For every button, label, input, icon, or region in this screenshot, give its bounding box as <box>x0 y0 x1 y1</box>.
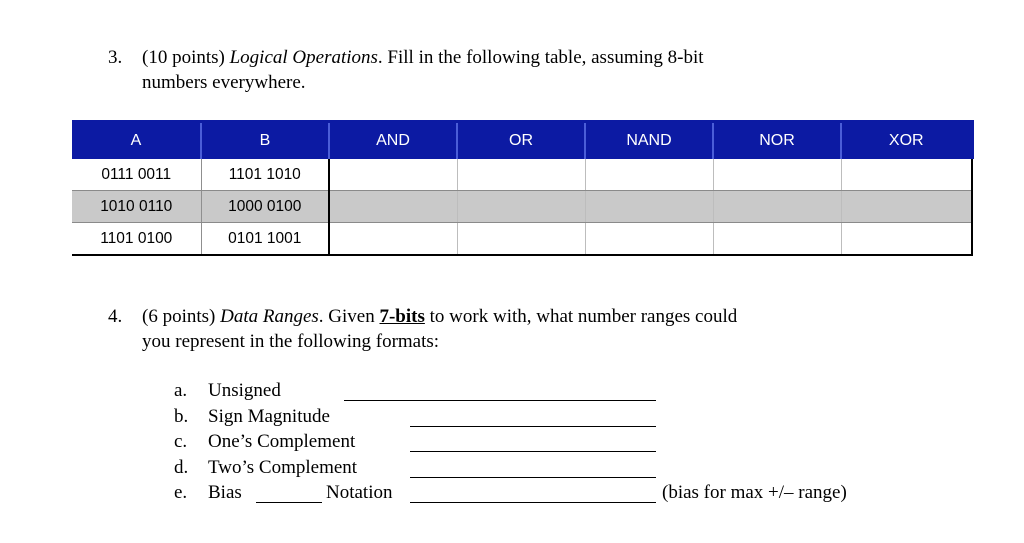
question-text-after: to work with, what number ranges could <box>424 306 738 327</box>
cell-nor[interactable] <box>713 223 841 256</box>
header-or: OR <box>457 122 585 160</box>
header-nand: NAND <box>585 122 713 160</box>
cell-xor[interactable] <box>841 223 972 256</box>
question-4 <box>108 304 868 356</box>
cell-nand[interactable] <box>585 159 713 191</box>
table-row <box>72 159 972 191</box>
cell-xor[interactable] <box>841 159 972 191</box>
item-letter: c. <box>174 431 188 452</box>
cell-a: 0111 0011 <box>72 159 201 191</box>
bias-value-blank[interactable] <box>256 502 322 503</box>
question-text-before: . Given <box>318 306 380 327</box>
question-line2: you represent in the following formats: <box>142 331 440 352</box>
item-letter: e. <box>174 482 188 503</box>
question-number: 4. <box>108 306 123 327</box>
question-title: Data Ranges <box>220 306 319 327</box>
header-xor: XOR <box>841 122 972 160</box>
cell-or[interactable] <box>457 223 585 256</box>
header-nor: NOR <box>713 122 841 160</box>
bits-emphasis: 7-bits <box>379 306 425 327</box>
cell-nand[interactable] <box>585 191 713 223</box>
cell-and[interactable] <box>329 159 457 191</box>
cell-nand[interactable] <box>585 223 713 256</box>
item-letter: b. <box>174 405 189 427</box>
item-label: Sign Magnitude <box>208 405 330 427</box>
question-instruction: . Fill in the following table, assuming 8-bit <box>377 47 704 68</box>
item-label: Unsigned <box>208 380 281 401</box>
question-instruction-line2: numbers everywhere. <box>142 72 306 93</box>
cell-and[interactable] <box>329 191 457 223</box>
table-row <box>72 223 972 256</box>
answer-blank-twos-complement[interactable] <box>410 477 656 478</box>
table-row <box>72 191 972 223</box>
answer-blank-sign-magnitude[interactable] <box>410 426 656 427</box>
cell-b: 0101 1001 <box>201 223 329 256</box>
cell-nor[interactable] <box>713 191 841 223</box>
item-label: Two’s Complement <box>208 456 358 478</box>
table-header-row <box>72 122 972 160</box>
cell-and[interactable] <box>329 223 457 256</box>
question-text <box>142 45 704 95</box>
question-points: (6 points) <box>142 306 216 327</box>
cell-or[interactable] <box>457 191 585 223</box>
logical-operations-table <box>72 120 974 256</box>
header-b: B <box>201 122 329 160</box>
cell-nor[interactable] <box>713 159 841 191</box>
item-letter: d. <box>174 456 189 478</box>
item-label: One’s Complement <box>208 431 356 452</box>
item-letter: a. <box>174 380 188 401</box>
cell-or[interactable] <box>457 159 585 191</box>
item-label-notation: Notation <box>326 482 393 503</box>
cell-b: 1000 0100 <box>201 191 329 223</box>
answer-blank-bias[interactable] <box>410 502 656 503</box>
header-a: A <box>72 122 201 160</box>
answer-blank-ones-complement[interactable] <box>410 451 656 452</box>
question-title: Logical Operations <box>229 47 378 68</box>
question-3 <box>108 45 828 97</box>
question-text <box>142 304 737 354</box>
cell-b: 1101 1010 <box>201 159 329 191</box>
item-label: Bias <box>208 482 242 503</box>
question-number: 3. <box>108 47 123 68</box>
cell-a: 1010 0110 <box>72 191 201 223</box>
bias-note: (bias for max +/– range) <box>662 482 847 503</box>
cell-a: 1101 0100 <box>72 223 201 256</box>
cell-xor[interactable] <box>841 191 972 223</box>
header-and: AND <box>329 122 457 160</box>
question-points: (10 points) <box>142 47 225 68</box>
answer-blank-unsigned[interactable] <box>344 400 656 401</box>
